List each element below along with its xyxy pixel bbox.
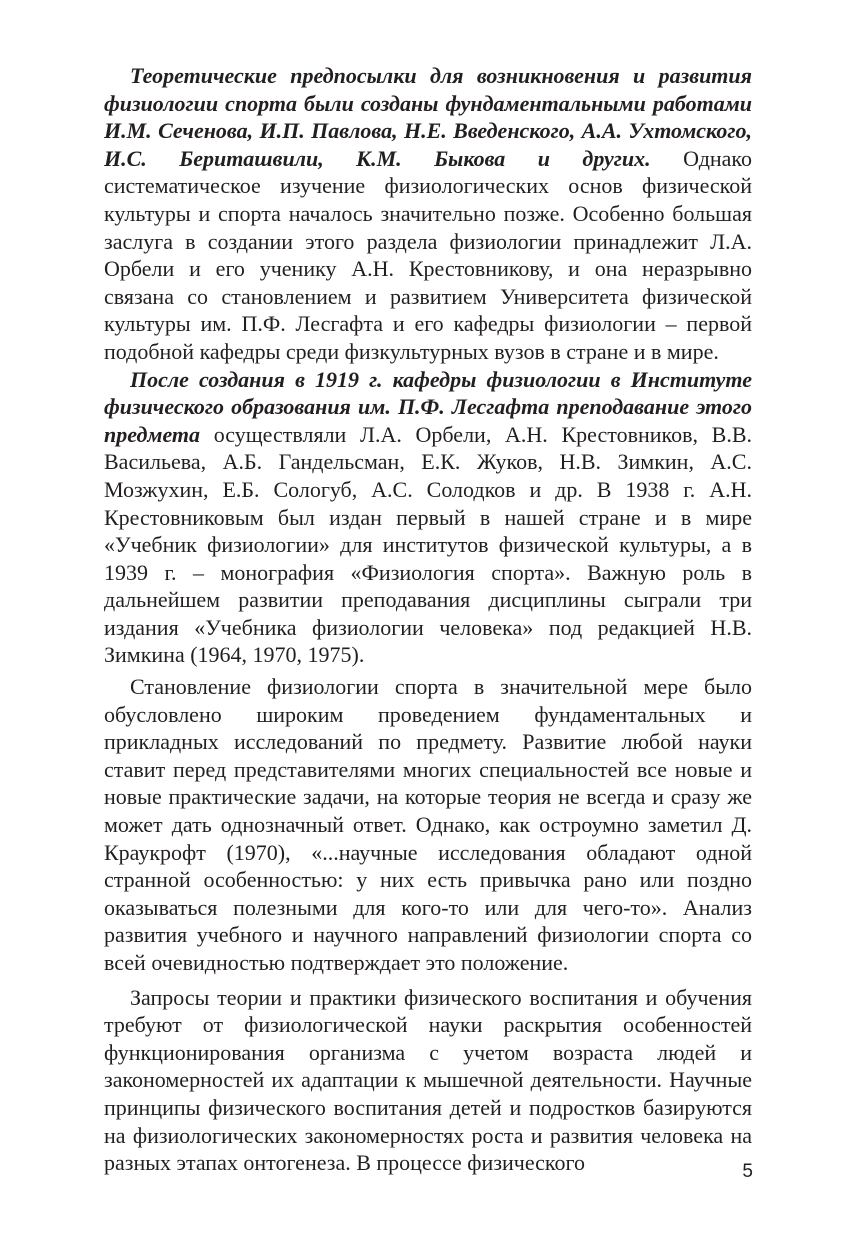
paragraph-department-lead: После создания в 1919 г. кафедры физиологии в Институте физического образования им. П.Ф. Лесгафта преподавание этого предмета [104,366,752,447]
paragraph-origins [104,62,752,366]
paragraph-origins-text: Однако систематическое изучение физиологических основ физической культуры и спорта началось значительно позже. Особенно большая заслуга в создании этого раздела физиологии принадлежит Л.А. Орбели и его ученику А.Н. Крестовникову, и она неразрывно связана со становлением и развитием Университета физической культуры им. П.Ф. Лесгафта и его кафедры физиологии – первой подобной кафедры среди физкультурных вузов в стране и в мире. [104,145,753,364]
paragraph-research-text: Становление физиологии спорта в значительной мере было обусловлено широким проведением фундаментальных и прикладных исследований по предмету. Развитие любой науки ставит перед представителями многих специальностей все новые и новые практические задачи, на которые теория не всегда и сразу же может дать однозначный ответ. Однако, как остроумно заметил Д. Краукрофт (1970), «...научные исследования обладают одной странной особенностью: у них есть привычка рано или поздно оказываться полезными для кого-то или для чего-то». Анализ развития учебного и научного направлений физиологии спорта со всей очевидностью подтверждает это положение. [104,674,752,975]
paragraph-demands-text: Запросы теории и практики физического воспитания и обучения требуют от физиологической науки раскрытия особенностей функционирования организма с учетом возраста людей и закономерностей их адаптации к мышечной деятельности. Научные принципы физического воспитания детей и подростков базируются на физиологических закономерностях роста и развития человека на разных этапах онтогенеза. В процессе физического [104,984,752,1176]
paragraph-department-text: осуществляли Л.А. Орбели, А.Н. Крестовников, В.В. Васильева, А.Б. Гандельсман, Е.К. Жуков, Н.В. Зимкин, А.С. Мозжухин, Е.Б. Сологуб, А.С. Солодков и др. В 1938 г. А.Н. Крестовниковым был издан первый в нашей стране и в мире «Учебник физиологии» для институтов физической культуры, а в 1939 г. – монография «Физиология спорта». Важную роль в дальнейшем развитии преподавания дисциплины сыграли три издания «Учебника физиологии человека» под редакцией Н.В. Зимкина (1964, 1970, 1975). [104,421,752,668]
page-number: 5 [742,1161,753,1182]
paragraph-origins-lead: Теоретические предпосылки для возникновения и развития физиологии спорта были созданы фундаментальными работами И.М. Сеченова, И.П. Павлова, Н.Е. Введенского, А.А. Ухтомского, И.С. Бериташвили, К.М. Быкова и других. [104,63,752,171]
paragraph-department [104,366,752,670]
page-body [104,62,752,1177]
paragraph-research [104,673,752,977]
paragraph-demands [104,984,752,1177]
